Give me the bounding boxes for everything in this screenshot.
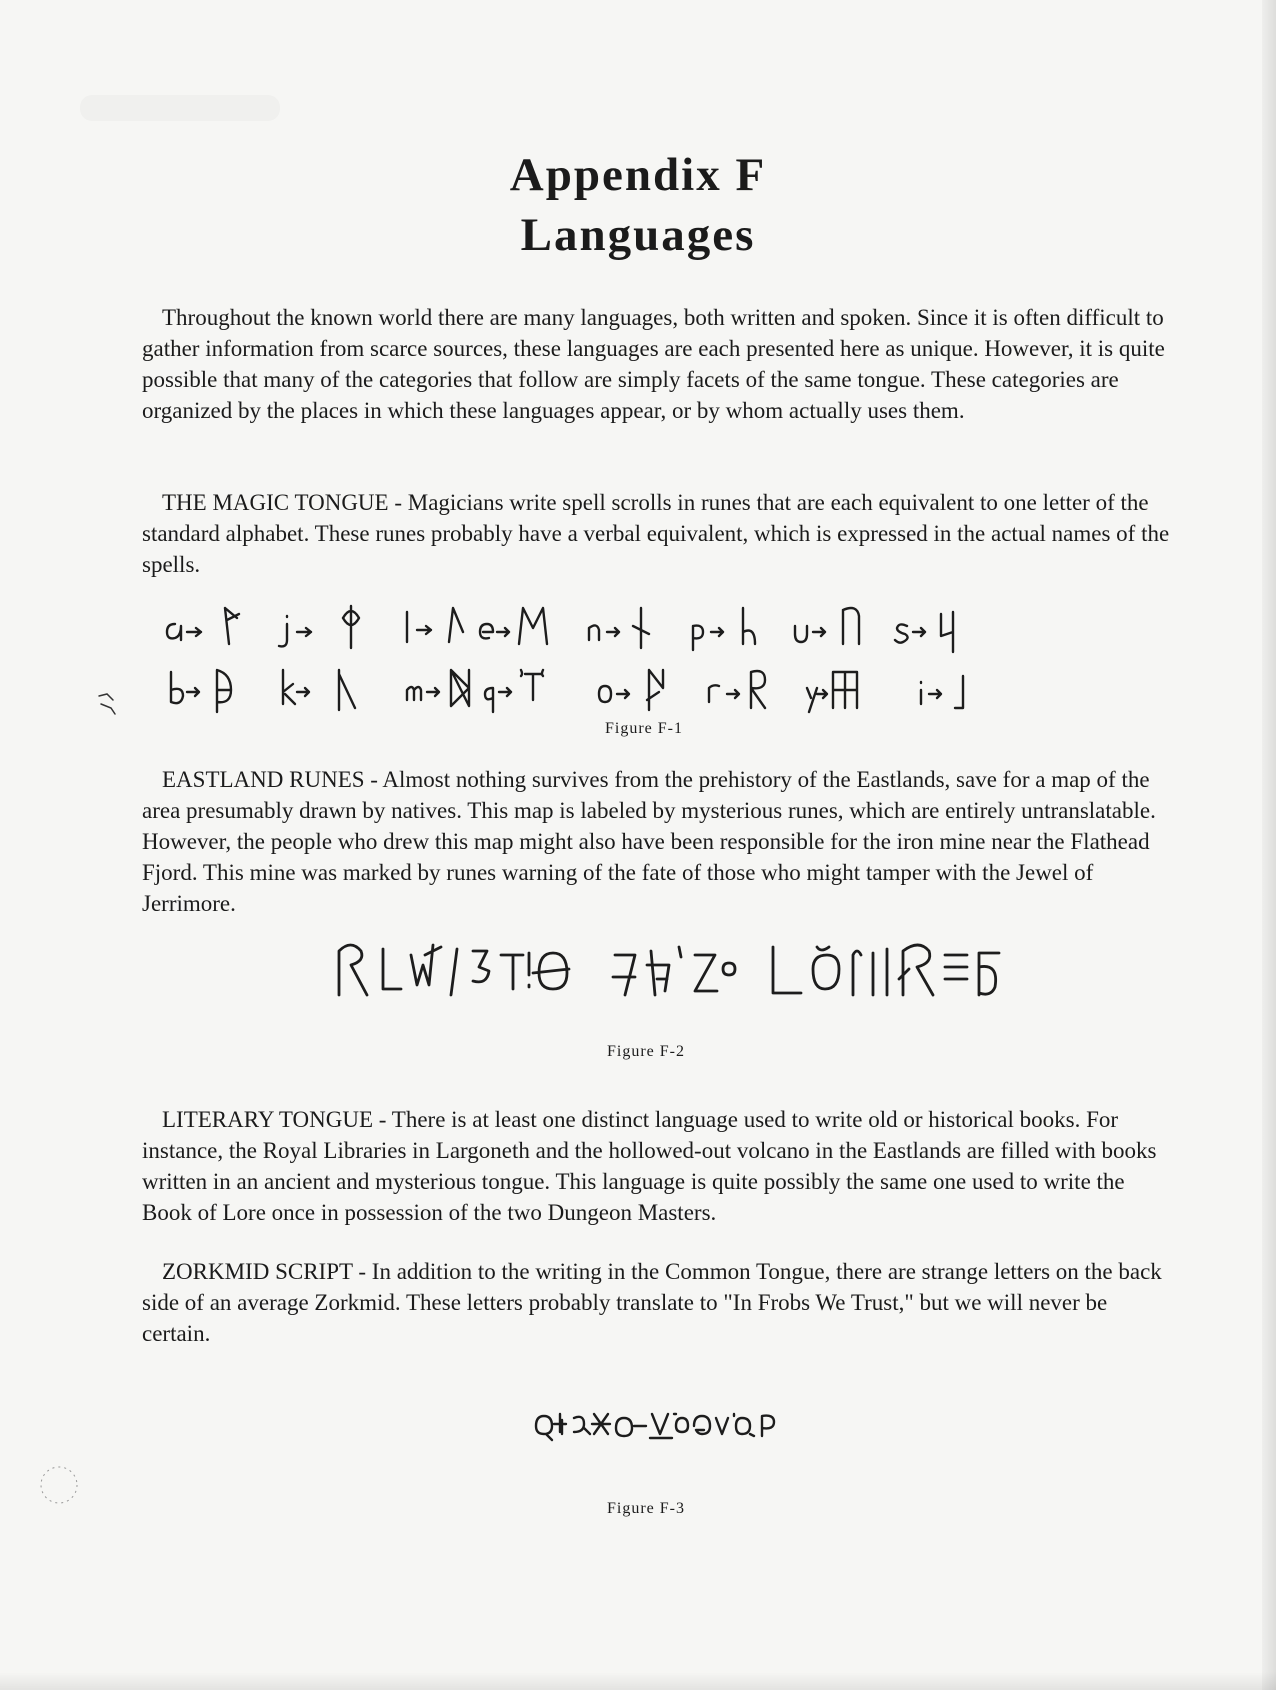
- rune-k: [283, 670, 355, 710]
- zorkmid-script-inscription: [530, 1396, 810, 1446]
- figure-f1-caption: Figure F-1: [605, 720, 683, 737]
- rune-alphabet-row-2-drawing: [165, 656, 1065, 716]
- appendix-heading: Appendix F: [509, 149, 767, 201]
- rune-l: [407, 608, 463, 642]
- rune-r: [709, 671, 765, 708]
- stray-scan-mark: [95, 690, 119, 716]
- rune-s: [895, 612, 953, 652]
- rune-m: [407, 670, 469, 706]
- rune-i: [921, 676, 963, 708]
- eastland-rune-inscription-drawing: [325, 925, 1025, 1005]
- figure-f3-caption: Figure F-3: [607, 1500, 685, 1517]
- rune-n: [589, 608, 649, 648]
- punch-hole-mark: [36, 1462, 82, 1508]
- rune-u: [795, 608, 859, 644]
- rune-a: [167, 608, 239, 644]
- zorkmid-script-inscription-drawing: [530, 1396, 810, 1446]
- intro-paragraph: [142, 302, 1177, 426]
- rune-e: [480, 608, 547, 644]
- rune-j: [279, 606, 359, 648]
- zorkmid-script-paragraph: [142, 1256, 1177, 1349]
- magic-tongue-paragraph: [142, 487, 1177, 580]
- zorkmid-script-text: ZORKMID SCRIPT - In addition to the writing in the Common Tongue, there are strange letters on the back side of an average Zorkmid. These letters probably translate to "In Frobs We Trust," but we will never be certain.: [142, 1259, 1162, 1346]
- literary-tongue-text: LITERARY TONGUE - There is at least one distinct language used to write old or historical books. For instance, the Royal Libraries in Largoneth and the hollowed-out volcano in the Eastlands are filled with books written in an ancient and mysterious tongue. This language is quite possibly the same one used to write the Book of Lore once in possession of the two Dungeon Masters.: [142, 1107, 1157, 1225]
- scan-smudge: [80, 95, 280, 121]
- intro-text: Throughout the known world there are many languages, both written and spoken. Since it is often difficult to gather information from scarce sources, these languages are each presented here as unique. However, it is quite possible that many of the categories that follow are simply facets of the same tongue. These categories are organized by the places in which these languages appear, or by whom actually uses them.: [142, 305, 1165, 423]
- eastland-runes-text: EASTLAND RUNES - Almost nothing survives from the prehistory of the Eastlands, save for a map of the area presumably drawn by natives. This map is labeled by mysterious runes, which are entirely untranslatable. However, the people who drew this map might also have been responsible for the iron mine near the Flathead Fjord. This mine was marked by runes warning of the fate of those who might tamper with the Jewel of Jerrimore.: [142, 767, 1156, 916]
- scan-shadow-bottom: [0, 1672, 1276, 1690]
- rune-alphabet-row-2: [165, 656, 1065, 716]
- rune-alphabet-row-1-drawing: [165, 594, 1065, 654]
- eastland-rune-inscription: [325, 925, 1025, 1005]
- figure-f2-caption: Figure F-2: [607, 1043, 685, 1060]
- page-title: Languages: [520, 209, 756, 261]
- rune-y: [807, 672, 857, 712]
- literary-tongue-paragraph: [142, 1104, 1177, 1228]
- rune-o: [599, 670, 663, 710]
- rune-b: [171, 670, 231, 712]
- rune-alphabet-row-1: [165, 594, 1065, 654]
- eastland-runes-paragraph: [142, 764, 1177, 919]
- rune-p: [693, 608, 755, 650]
- rune-q: [485, 670, 543, 712]
- magic-tongue-text: THE MAGIC TONGUE - Magicians write spell scrolls in runes that are each equivalent to one letter of the standard alphabet. These runes probably have a verbal equivalent, which is expressed in the actual names of the spells.: [142, 490, 1170, 577]
